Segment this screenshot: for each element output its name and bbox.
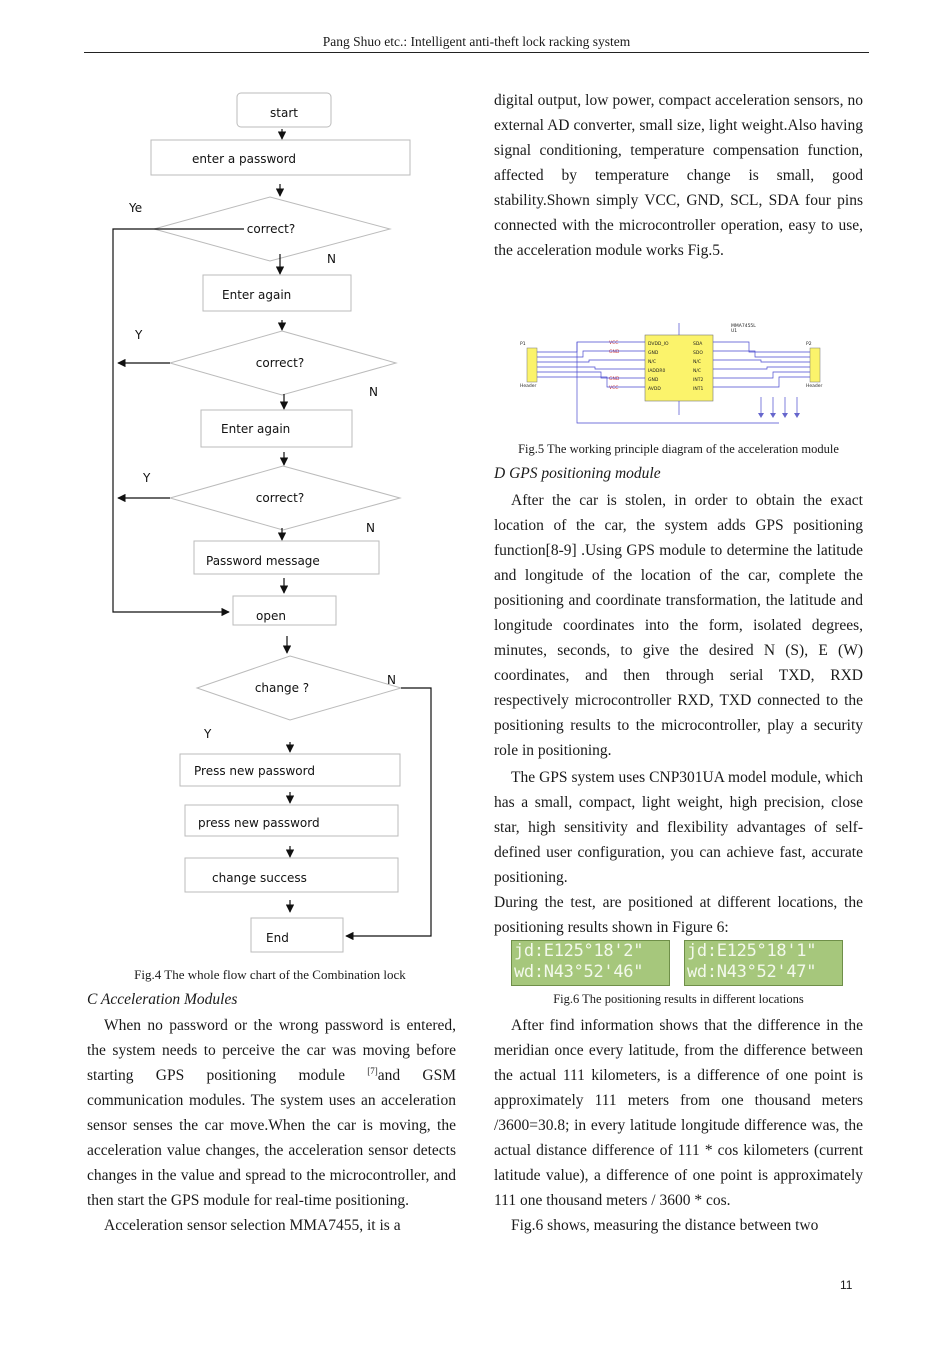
connector-p1-ref: P1 [520, 342, 526, 347]
net-label: GND [609, 377, 620, 382]
fig5-caption: Fig.5 The working principle diagram of the acceleration module [518, 442, 839, 456]
svg-text:IADDR0: IADDR0 [648, 369, 666, 374]
citation: [7] [367, 1066, 378, 1076]
flow-branch-ye-label: Ye [129, 201, 143, 215]
flow-end-box [251, 918, 343, 952]
flow-correct-2-label: correct? [255, 356, 305, 370]
flow-enter-again-1-label: Enter again [222, 288, 292, 302]
fig5-acceleration-schematic [517, 315, 857, 427]
right-column-bottom [494, 1013, 863, 1238]
right-paragraph-4: During the test, are positioned at different locations, the positioning results shown in Figure 6: [494, 894, 863, 936]
flow-open-label: open [256, 609, 286, 623]
gps-lcd-reading-1 [511, 940, 670, 986]
svg-text:GND: GND [648, 351, 659, 356]
svg-text:N/C: N/C [648, 360, 657, 365]
connector-p1 [527, 348, 537, 382]
svg-text:N/C: N/C [693, 369, 702, 374]
right-paragraph-2: After the car is stolen, in order to obtain the exact location of the car, the system adds GPS positioning function[8-9] .Using GPS module to determine the latitude and longitude of the location of the car, complete the positioning and coordinate transformation, the latitude and longitude coordinates into the form, isolated degrees, minutes, seconds, to give the desired N (S), E (W) coordinates, and then through serial TXD, RXD respectively microcontroller RXD, TXD connected to the positioning results to the microcontroller, play a security role in positioning. [494, 492, 863, 759]
svg-text:SDA: SDA [693, 342, 703, 347]
flow-press-new-2-label: press new password [198, 816, 320, 830]
page-number: 11 [840, 1278, 853, 1292]
flow-end-label: End [266, 931, 289, 945]
running-header: Pang Shuo etc.: Intelligent anti-theft lock racking system [322, 34, 631, 49]
flow-change-label: change ? [254, 681, 310, 695]
lcd-longitude: jd:E125°18'2" [514, 941, 644, 961]
left-paragraph-1: When no password or the wrong password is entered, the system needs to perceive the car was moving before starting GPS positioning module [7]and GSM communication modules. The system uses an acceleration sensor senses the car move.When the car is moving, the acceleration value changes, the acceleration sensor detects changes in the value and spread to the microcontroller, and then start the GPS module for real-time positioning. [87, 1017, 456, 1209]
net-label: VCC [609, 386, 619, 391]
left-paragraph-2: Acceleration sensor selection MMA7455, it is a [104, 1217, 401, 1234]
gps-lcd-reading-2 [684, 940, 843, 986]
flow-branch-y-label: Y [143, 471, 151, 485]
flow-branch-y-label: Y [204, 727, 212, 741]
connector-p2-ref: P2 [806, 342, 812, 347]
net-label: VCC [609, 341, 619, 346]
flow-press-new-1-label: Press new password [194, 764, 315, 778]
net-label: GND [609, 350, 620, 355]
flow-change-success-label: change success [212, 871, 307, 885]
svg-text:INT1: INT1 [693, 387, 704, 392]
flow-correct-3-label: correct? [255, 491, 305, 505]
flow-correct-1-label: correct? [246, 222, 296, 236]
lcd-latitude: wd:N43°52'46" [514, 962, 644, 982]
right-paragraph-5: After find information shows that the difference in the meridian once every latitude, from the difference between the actual 111 kilometers, is a difference of one point is approximately 111 meters from one thousand meters /3600=30.8; in every latitude longitude difference was, the actual distance difference of 111 * cos kilometers (current latitude value), a difference of one point is approximately 111 one thousand meters / 3600 * cos. [494, 1017, 863, 1209]
svg-text:SDO: SDO [693, 351, 703, 356]
chip-part-number: MMA7455L [731, 324, 756, 329]
connector-p1-label: Header [520, 384, 537, 389]
lcd-longitude: jd:E125°18'1" [687, 941, 817, 961]
flow-enter-again-2-label: Enter again [221, 422, 291, 436]
right-paragraph-6: Fig.6 shows, measuring the distance between two [511, 1217, 819, 1234]
left-column-text [87, 1013, 456, 1238]
svg-text:N/C: N/C [693, 360, 702, 365]
right-paragraph-3: The GPS system uses CNP301UA model module, which has a small, compact, light weight, high precision, close star, high sensitivity and flexibility advantages of self-defined user configuration, you can achieve fast, accurate positioning. [494, 769, 863, 886]
flow-password-message-label: Password message [206, 554, 320, 568]
fig4-caption: Fig.4 The whole flow chart of the Combination lock [134, 967, 406, 982]
right-column-top [494, 88, 863, 263]
connector-p2-label: Header [806, 384, 823, 389]
right-paragraph-1: digital output, low power, compact acceleration sensors, no external AD converter, small size, light weight.Also having signal conditioning, temperature compensation function, affected by temperature change is small, good stability.Shown simply VCC, GND, SCL, SDA four pins connected with the microcontroller operation, easy to use, the acceleration module works Fig.5. [494, 92, 863, 259]
connector-p2 [810, 348, 820, 382]
flow-branch-n-label: N [369, 385, 378, 399]
svg-text:AVDD: AVDD [648, 387, 661, 392]
header-rule [84, 52, 869, 53]
flowchart-combination-lock [84, 84, 444, 945]
svg-text:GND: GND [648, 378, 659, 383]
flow-branch-y-label: Y [135, 328, 143, 342]
fig6-caption: Fig.6 The positioning results in different locations [553, 992, 804, 1006]
section-c-title: C Acceleration Modules [87, 991, 238, 1008]
right-column-middle [494, 488, 863, 940]
flow-branch-n-label: N [366, 521, 375, 535]
flow-branch-n-label: N [327, 252, 336, 266]
flow-enter-password-label: enter a password [192, 152, 296, 166]
svg-text:INT2: INT2 [693, 378, 704, 383]
flow-branch-n-label: N [387, 673, 396, 687]
chip-ref: U1 [731, 329, 738, 334]
flow-start-label: start [270, 106, 298, 120]
lcd-latitude: wd:N43°52'47" [687, 962, 817, 982]
section-d-title: D GPS positioning module [494, 465, 661, 482]
svg-text:DVDD_IO: DVDD_IO [648, 342, 669, 347]
